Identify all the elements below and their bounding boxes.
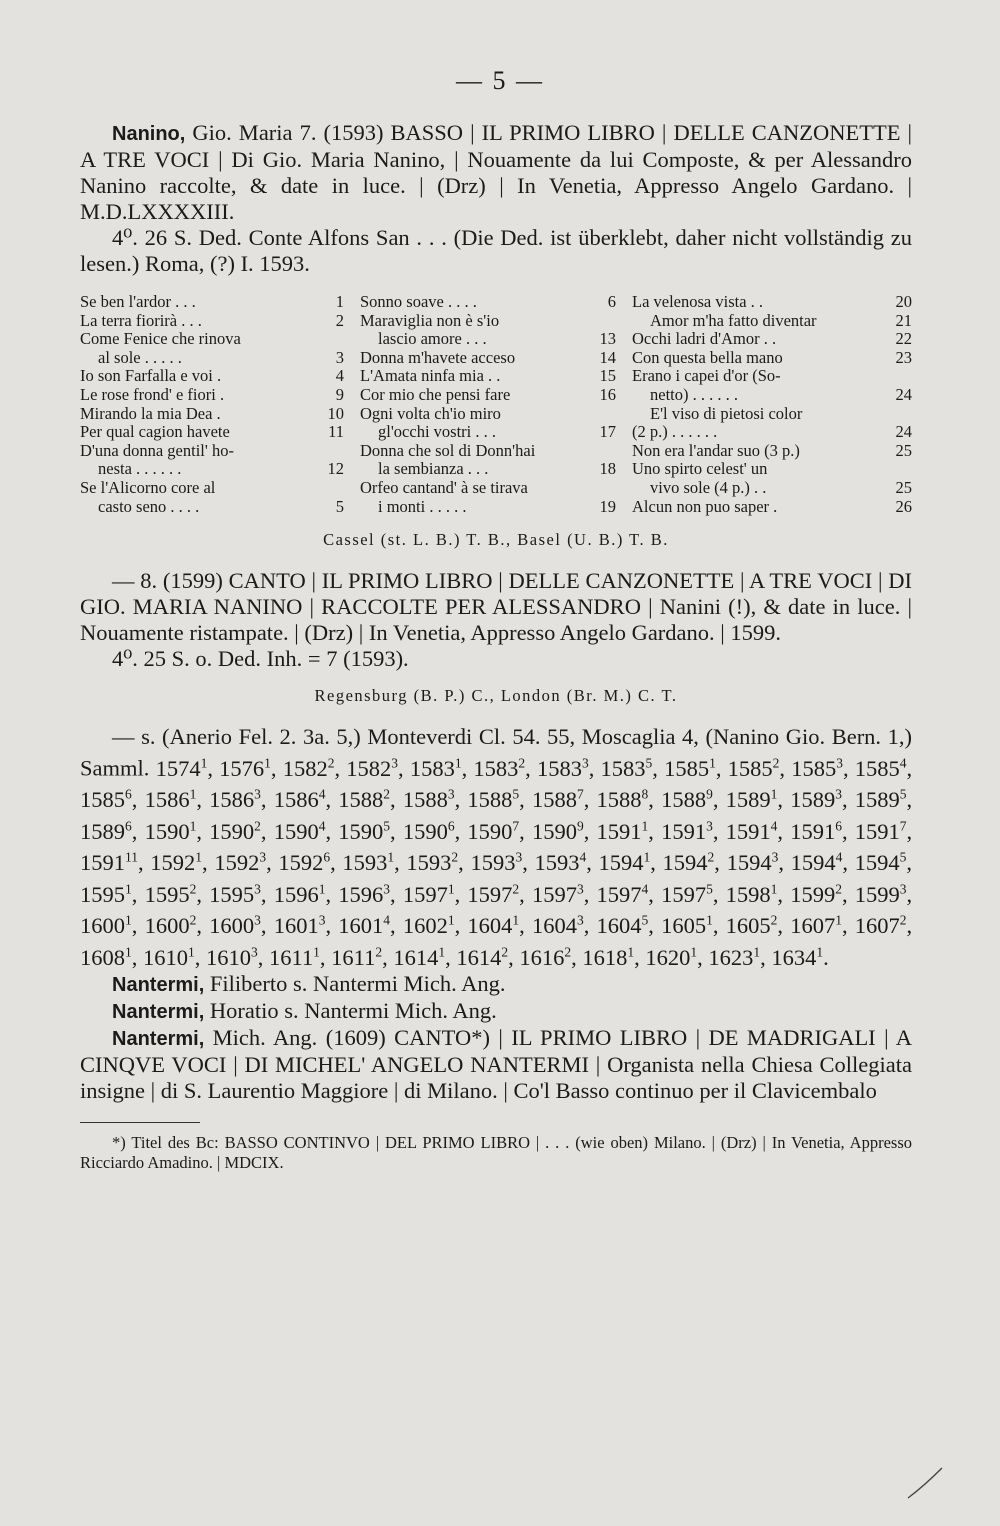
song-entry xyxy=(80,293,344,312)
collection-ref: 1595$^1$, xyxy=(80,881,138,907)
song-entry xyxy=(632,442,912,461)
song-title: L'Amata ninfa mia . . xyxy=(360,366,501,386)
collection-ref: 1600$^2$, xyxy=(144,912,202,939)
collection-ref: 1592$^6$, xyxy=(278,849,336,876)
song-entry xyxy=(80,423,344,442)
collection-ref: 1590$^4$, xyxy=(273,818,332,844)
song-title: Cor mio che pensi fare xyxy=(360,384,511,404)
song-title: La velenosa vista . . xyxy=(632,292,764,311)
song-title: (2 p.) . . . . . . xyxy=(632,422,718,442)
entry-nantermi-filiberto xyxy=(80,971,912,998)
collection-ref: 1595$^2$, xyxy=(144,881,202,907)
song-entry xyxy=(632,479,912,498)
collection-ref: 1597$^2$, xyxy=(467,881,525,907)
song-entry xyxy=(632,330,912,349)
song-entry xyxy=(632,386,912,405)
entry-nantermi-michelangelo xyxy=(80,1025,912,1104)
collection-ref: 1594$^1$, xyxy=(598,849,656,876)
song-number: 3 xyxy=(335,347,344,367)
song-title: vivo sole (4 p.) . . xyxy=(650,477,767,497)
song-number: 5 xyxy=(335,496,344,516)
song-title: al sole . . . . . xyxy=(98,347,182,367)
entry-nanino-references xyxy=(80,724,912,971)
page-number: — 5 — xyxy=(456,66,544,95)
collection-ref: 1597$^3$, xyxy=(531,881,590,907)
song-number: 25 xyxy=(895,477,912,497)
collection-ref: 1590$^1$, xyxy=(144,818,202,844)
collection-ref: 1591$^{11}$, xyxy=(80,849,144,876)
collection-ref: 1585$^4$, xyxy=(854,755,913,781)
song-number: 1 xyxy=(335,292,344,311)
song-entry xyxy=(80,460,344,479)
song-entry xyxy=(632,405,912,424)
song-number xyxy=(594,405,616,424)
collection-ref: 1593$^3$, xyxy=(470,849,528,876)
song-title: Se ben l'ardor . . . xyxy=(80,292,196,311)
collection-ref: 1623$^1$, xyxy=(708,944,766,970)
collection-ref: 1589$^3$, xyxy=(790,786,848,813)
collection-ref: 1589$^1$, xyxy=(725,786,783,813)
entry-name: Nantermi, xyxy=(112,1027,205,1050)
song-title: Occhi ladri d'Amor . . xyxy=(632,329,777,349)
song-number: 11 xyxy=(328,422,344,442)
collection-ref: 1585$^6$, xyxy=(80,786,138,813)
collection-ref: 1611$^2$, xyxy=(331,944,388,970)
song-number xyxy=(322,330,344,349)
song-entry xyxy=(80,386,344,405)
collection-ref: 1597$^4$, xyxy=(596,881,654,907)
collection-ref: 1586$^4$, xyxy=(273,786,332,813)
collection-ref: 1600$^1$, xyxy=(80,912,138,939)
collection-ref: 1586$^3$, xyxy=(209,786,267,813)
song-column-3 xyxy=(624,293,912,516)
footnote: *) Titel des Bc: BASSO CONTINVO | DEL PRIMO LIBRO | . . . (wie oben) Milano. | (Drz) | In Venetia, Appresso Ricciardo Amadino. | MDCIX. xyxy=(80,1132,912,1172)
song-entry xyxy=(360,423,616,442)
song-entry xyxy=(80,330,344,349)
collection-ref: 1599$^2$, xyxy=(790,881,848,907)
entry-format: 4⁰. 25 S. o. Ded. Inh. = 7 (1593). xyxy=(112,646,409,672)
collection-ref: 1597$^1$, xyxy=(402,881,461,907)
song-number: 21 xyxy=(895,310,912,330)
entry-name: Nantermi, xyxy=(112,1000,205,1023)
collection-ref: 1589$^5$, xyxy=(854,786,913,813)
collection-ref: 1607$^1$, xyxy=(790,912,848,939)
song-entry xyxy=(360,498,616,517)
entry-text: Mich. Ang. (1609) CANTO*) | IL PRIMO LIBRO | DE MADRIGALI | A CINQVE VOCI | DI MICHEL' ANGELO NANTERMI | Organista nella Chiesa Collegiata insigne | di S. Laurentio Maggiore | di Milano. | Co'l Basso continuo per il Clavicembalo xyxy=(80,1024,912,1103)
song-title: casto seno . . . . xyxy=(98,496,200,516)
song-entry xyxy=(80,498,344,517)
collection-ref: 1604$^5$, xyxy=(596,912,654,939)
collection-ref: 1592$^3$, xyxy=(214,849,272,876)
song-title: lascio amore . . . xyxy=(378,329,487,349)
collection-ref: 1586$^1$, xyxy=(144,786,202,813)
song-number: 15 xyxy=(599,366,616,386)
entry-nanino-1599: — 8. (1599) CANTO | IL PRIMO LIBRO | DELLE CANZONETTE | A TRE VOCI | DI GIO. MARIA NANINO | RACCOLTE PER ALESSANDRO | Nanini (!), & date in luce. | Nouamente ristampate. | (Drz) | In Venetia, Appresso Angelo Gardano. | 1599. xyxy=(80,568,912,646)
collection-ref: 1591$^6$, xyxy=(790,818,848,844)
song-column-1 xyxy=(80,293,352,516)
song-number: 9 xyxy=(335,384,344,404)
collection-ref: 1611$^1$, xyxy=(269,944,326,970)
collection-ref: 1590$^5$, xyxy=(338,818,396,844)
footnote-rule xyxy=(80,1122,200,1123)
collection-ref: 1593$^4$, xyxy=(534,849,592,876)
song-number xyxy=(594,312,616,331)
collection-ref: 1605$^1$, xyxy=(661,912,719,939)
song-number xyxy=(322,479,344,498)
song-number: 22 xyxy=(895,329,912,349)
song-index xyxy=(80,293,912,516)
song-title: i monti . . . . . xyxy=(378,496,467,516)
collection-ref: 1588$^2$, xyxy=(338,786,396,813)
song-title: netto) . . . . . . xyxy=(650,384,738,404)
song-title: Ogni volta ch'io miro xyxy=(360,403,501,423)
song-number: 23 xyxy=(895,347,912,367)
collection-ref: 1618$^1$, xyxy=(582,944,640,970)
song-entry xyxy=(80,479,344,498)
song-title: Le rose frond' e fiori . xyxy=(80,384,225,404)
song-number: 18 xyxy=(599,459,616,479)
collection-ref: 1589$^6$, xyxy=(80,818,138,844)
song-number: 4 xyxy=(335,366,344,386)
collection-ref: 1585$^1$, xyxy=(664,755,722,781)
song-title: Per qual cagion havete xyxy=(80,422,230,442)
collection-ref: 1583$^3$, xyxy=(536,755,595,781)
collection-ref: 1588$^8$, xyxy=(596,786,654,813)
song-number xyxy=(890,405,912,424)
collection-ref: 1588$^5$, xyxy=(467,786,525,813)
collection-ref: 1583$^5$, xyxy=(600,755,658,781)
song-title: E'l viso di pietosi color xyxy=(650,403,803,423)
collection-ref: 1593$^1$, xyxy=(342,849,400,876)
song-title: Orfeo cantand' à se tirava xyxy=(360,477,528,497)
song-number: 26 xyxy=(895,496,912,516)
song-entry xyxy=(632,460,912,479)
song-number: 25 xyxy=(895,440,912,460)
song-title: Uno spirto celest' un xyxy=(632,459,768,479)
song-entry xyxy=(360,312,616,331)
song-title: Con questa bella mano xyxy=(632,347,783,367)
collection-ref: 1600$^3$, xyxy=(209,912,267,939)
song-title: Alcun non puo saper . xyxy=(632,496,778,516)
collection-ref: 1595$^3$, xyxy=(209,881,267,907)
collection-ref: 1608$^1$, xyxy=(80,944,138,970)
collection-ref: 1599$^3$, xyxy=(854,881,913,907)
song-title: D'una donna gentil' ho- xyxy=(80,440,234,460)
collection-ref: 1576$^1$, xyxy=(219,755,277,781)
song-entry xyxy=(632,349,912,368)
song-number: 12 xyxy=(327,459,344,479)
song-entry xyxy=(80,405,344,424)
collection-ref: 1616$^2$, xyxy=(519,944,577,970)
collection-ref: 1601$^4$, xyxy=(338,912,396,939)
song-number: 13 xyxy=(599,329,616,349)
song-title: Maraviglia non è s'io xyxy=(360,310,500,330)
song-title: Io son Farfalla e voi . xyxy=(80,366,222,386)
collection-ref: 1604$^3$, xyxy=(531,912,590,939)
song-entry xyxy=(632,312,912,331)
song-entry xyxy=(360,479,616,498)
song-title: la sembianza . . . xyxy=(378,459,489,479)
entry-text: — s. (Anerio Fel. 2. 3a. 5,) Monteverdi Cl. 54. 55, Moscaglia 4, (Nanino Gio. Bern. 1,) Samml. xyxy=(80,724,912,781)
song-title: Se l'Alicorno core al xyxy=(80,477,216,497)
collection-ref: 1597$^5$, xyxy=(661,881,719,907)
song-title: Mirando la mia Dea . xyxy=(80,403,221,423)
song-number xyxy=(322,442,344,461)
song-title: Come Fenice che rinova xyxy=(80,329,241,349)
entry-text: Horatio s. Nantermi Mich. Ang. xyxy=(209,997,497,1023)
collection-ref: 1594$^4$, xyxy=(790,849,848,876)
song-entry xyxy=(632,498,912,517)
collection-ref: 1593$^2$, xyxy=(406,849,464,876)
collection-ref: 1601$^3$, xyxy=(273,912,332,939)
collection-ref: 1588$^9$, xyxy=(661,786,719,813)
collection-ref: 1582$^2$, xyxy=(282,755,341,781)
collection-ref: 1602$^1$, xyxy=(402,912,461,939)
song-entry xyxy=(360,442,616,461)
song-column-2 xyxy=(352,293,624,516)
entry-nanino-1593 xyxy=(80,120,912,225)
collection-ref: 1585$^2$, xyxy=(727,755,786,781)
song-number: 16 xyxy=(599,384,616,404)
collection-ref: 1574$^1$, xyxy=(155,755,213,781)
song-title: Non era l'andar suo (3 p.) xyxy=(632,440,800,460)
collection-ref: 1591$^4$, xyxy=(725,818,783,844)
collection-ref: 1605$^2$, xyxy=(725,912,783,939)
collection-ref: 1614$^2$, xyxy=(456,944,514,970)
collection-ref: 1607$^2$, xyxy=(854,912,913,939)
collection-ref: 1598$^1$, xyxy=(725,881,783,907)
song-title: Erano i capei d'or (So- xyxy=(632,366,781,386)
song-number: 10 xyxy=(327,403,344,423)
library-holdings: Cassel (st. L. B.) T. B., Basel (U. B.) T. B. xyxy=(323,530,669,550)
library-holdings: Regensburg (B. P.) C., London (Br. M.) C. T. xyxy=(314,686,678,706)
entry-name: Nanino, xyxy=(112,123,186,145)
song-title: Donna che sol di Donn'hai xyxy=(360,440,536,460)
collection-ref: 1596$^1$, xyxy=(273,881,332,907)
collection-ref: 1594$^5$, xyxy=(854,849,912,876)
song-title: gl'occhi vostri . . . xyxy=(378,422,496,442)
song-number: 6 xyxy=(607,292,616,311)
collection-ref: 1591$^7$, xyxy=(854,818,913,844)
collection-ref: 1583$^2$, xyxy=(473,755,531,781)
song-title: nesta . . . . . . xyxy=(98,459,182,479)
song-number: 19 xyxy=(599,496,616,516)
collection-ref: 1588$^3$, xyxy=(402,786,461,813)
collection-ref: 1594$^2$, xyxy=(662,849,720,876)
collection-ref: 1604$^1$, xyxy=(467,912,525,939)
song-number: 14 xyxy=(599,347,616,367)
collection-ref: 1591$^1$, xyxy=(596,818,654,844)
song-number xyxy=(890,460,912,479)
collection-ref: 1590$^6$, xyxy=(402,818,461,844)
song-entry xyxy=(360,293,616,312)
collection-ref: 1590$^7$, xyxy=(467,818,525,844)
collection-ref: 1610$^1$, xyxy=(143,944,201,970)
collection-ref: 1582$^3$, xyxy=(346,755,404,781)
song-number: 17 xyxy=(599,422,616,442)
collection-ref: 1588$^7$, xyxy=(531,786,590,813)
song-number: 24 xyxy=(895,384,912,404)
entry-text: Gio. Maria 7. (1593) BASSO | IL PRIMO LIBRO | DELLE CANZONETTE | A TRE VOCI | Di Gio. Maria Nanino, | Nouamente da lui Composte, & per Alessandro Nanino raccolte, & date in luce. | (Drz) | In Venetia, Appresso Angelo Gardano. | M.D.LXXXXIII. xyxy=(80,120,913,224)
collection-ref: 1590$^2$, xyxy=(209,818,267,844)
song-entry xyxy=(360,405,616,424)
collection-ref: 1585$^3$, xyxy=(791,755,849,781)
collection-ref: 1591$^3$, xyxy=(661,818,719,844)
entry-nantermi-horatio xyxy=(80,998,912,1025)
entry-format: 4⁰. 26 S. Ded. Conte Alfons San . . . (Die Ded. ist überklebt, daher nicht vollständig zu lesen.) Roma, (?) I. 1593. xyxy=(80,225,912,276)
pen-mark xyxy=(906,1462,946,1502)
song-entry xyxy=(360,386,616,405)
song-title: Donna m'havete acceso xyxy=(360,347,516,367)
entry-name: Nantermi, xyxy=(112,973,205,996)
song-title: La terra fiorirà . . . xyxy=(80,310,202,330)
song-entry xyxy=(632,367,912,386)
song-entry xyxy=(80,442,344,461)
collection-ref: 1594$^3$, xyxy=(726,849,784,876)
song-entry xyxy=(360,330,616,349)
collection-ref: 1634$^1$. xyxy=(771,944,829,970)
collection-ref: 1590$^9$, xyxy=(531,818,590,844)
song-title: Amor m'ha fatto diventar xyxy=(650,310,817,330)
song-number: 24 xyxy=(895,422,912,442)
song-entry xyxy=(360,367,616,386)
song-number xyxy=(594,442,616,461)
song-number xyxy=(890,367,912,386)
collection-ref: 1596$^3$, xyxy=(338,881,396,907)
song-entry xyxy=(80,312,344,331)
collection-ref: 1592$^1$, xyxy=(150,849,208,876)
song-number xyxy=(594,479,616,498)
song-entry xyxy=(632,423,912,442)
song-entry xyxy=(632,293,912,312)
entry-text: Filiberto s. Nantermi Mich. Ang. xyxy=(209,970,506,996)
song-entry xyxy=(360,349,616,368)
song-entry xyxy=(80,349,344,368)
collection-ref: 1620$^1$, xyxy=(645,944,703,970)
collection-ref: 1614$^1$, xyxy=(393,944,451,970)
song-title: Sonno soave . . . . xyxy=(360,292,477,311)
song-number: 20 xyxy=(895,292,912,311)
song-entry xyxy=(360,460,616,479)
song-entry xyxy=(80,367,344,386)
collection-ref: 1583$^1$, xyxy=(409,755,468,781)
song-number: 2 xyxy=(335,310,344,330)
collection-ref: 1610$^3$, xyxy=(206,944,264,970)
